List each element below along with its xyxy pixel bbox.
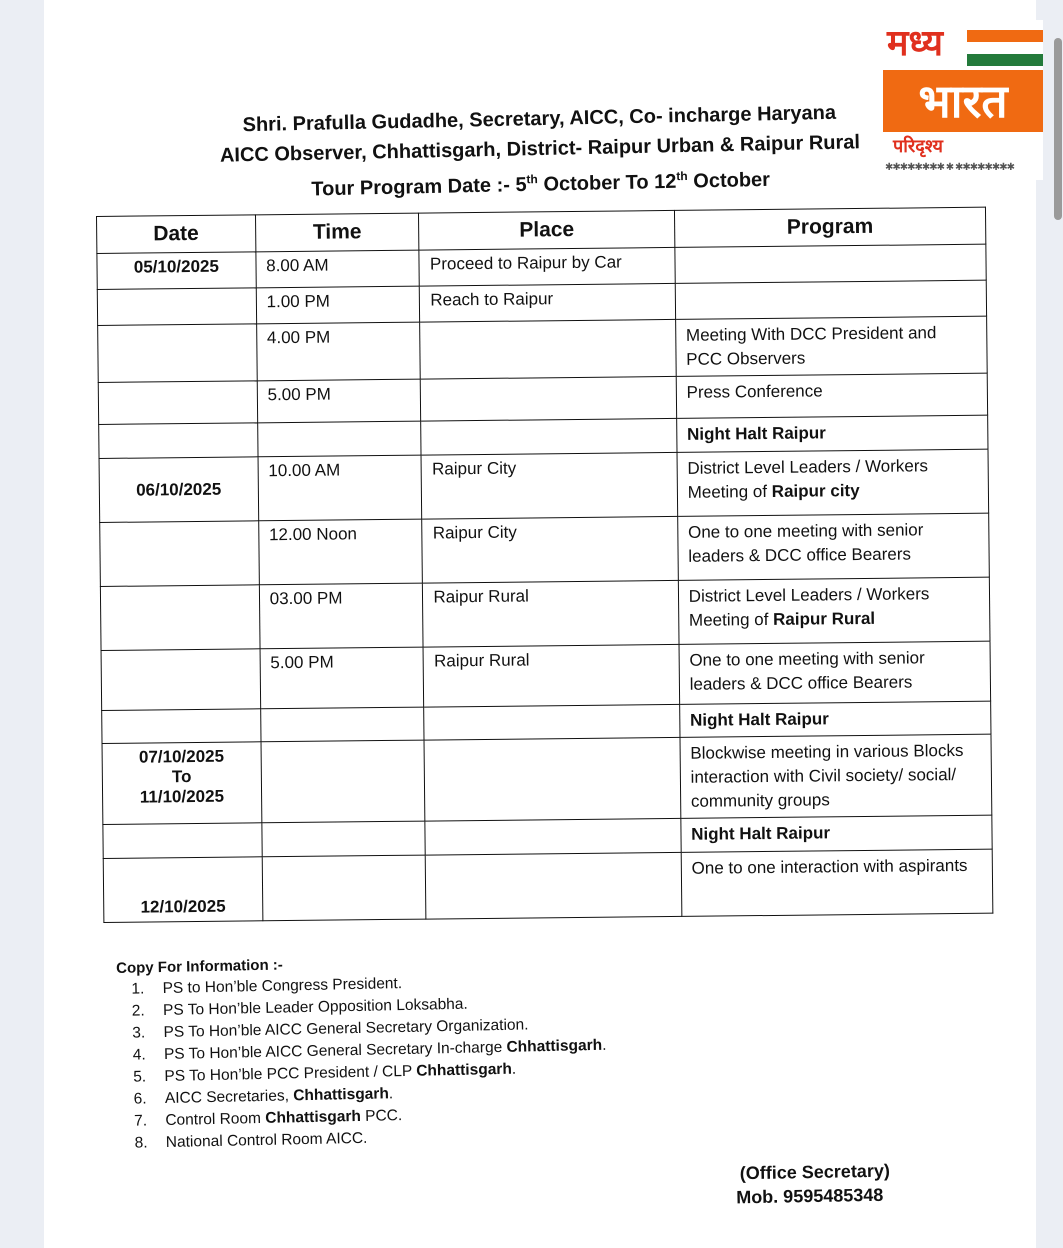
tour-date-suffix: October [687,168,771,193]
copy-item-bold: Chhattisgarh [416,1060,513,1080]
table-row [101,641,991,710]
place-value: Raipur Rural [434,650,530,671]
program-text [685,249,975,252]
program-text [686,285,976,288]
cell-time [261,740,426,823]
copy-item-end: . [388,1085,394,1103]
date-value: 06/10/2025 [136,479,222,500]
program-text [691,854,982,881]
cell-time [256,322,420,381]
cell-date [97,288,256,326]
copy-list [116,969,608,1155]
cell-date [102,742,262,825]
cell-place [424,737,680,821]
cell-program [675,316,987,376]
place-value: Reach to Raipur [430,289,554,310]
copy-for-information [116,950,608,1155]
table-row [100,513,990,586]
cell-program [675,244,987,283]
cell-time [262,821,426,857]
cell-place [421,376,677,421]
place-value: Raipur City [432,522,517,543]
program-text [687,420,978,447]
program-value-bold: Raipur Rural [772,608,876,629]
title-line-1: Shri. Prafulla Gudadhe, Secretary, AICC, Co- incharge Haryana [242,101,837,137]
copy-heading: Copy For Information :- [116,956,283,977]
logo-figures-decoration: ✱✱✱✱✱✱✱✱ ✱ ✱✱✱✱✱✱✱✱ [885,162,1014,173]
program-value: Meeting With DCC President and PCC Observers [685,323,937,369]
cell-place [420,283,676,322]
program-value: District Level Leaders / Workers Meeting of [687,456,929,502]
cell-time [258,455,422,521]
program-value-bold: Night Halt Raipur [689,709,829,730]
title-line-2: AICC Observer, Chhattisgarh, District- Raipur Urban & Raipur Rural [219,131,861,167]
time-value: 12.00 Noon [268,524,358,545]
document-title [139,96,941,208]
cell-date [100,585,259,651]
logo-flag-saffron-stripe [967,30,1043,42]
cell-program [678,577,990,644]
date-value: 05/10/2025 [133,256,220,277]
cell-time [259,583,423,649]
cell-program [677,513,989,580]
cell-program [681,849,993,916]
cell-place [426,852,682,919]
place-value: Raipur Rural [433,586,529,607]
cell-date [103,823,262,859]
cell-date [103,857,262,923]
copy-item-text: AICC Secretaries, [164,1087,294,1108]
date-range-to: To [171,767,192,787]
cell-place [419,247,675,286]
cell-place [421,418,677,455]
signature-title: (Office Secretary) [739,1160,891,1184]
logo-flag-green-stripe [967,54,1043,66]
program-text [686,378,977,405]
program-value-bold: Raipur city [771,481,860,501]
copy-item-text: National Control Room AICC. [165,1129,368,1151]
time-value: 8.00 AM [266,255,329,276]
scrollbar-thumb[interactable] [1054,38,1062,220]
header-place: Place [419,210,675,250]
cell-place [423,644,679,707]
cell-date [100,521,259,587]
copy-item-bold: Chhattisgarh [293,1085,389,1105]
tour-date-prefix: Tour Program Date :- 5 [311,173,527,201]
cell-date [99,457,258,523]
cell-program [679,641,991,704]
cell-date [98,381,257,425]
time-value: 03.00 PM [269,588,343,609]
copy-item-text: Control Room [165,1109,266,1129]
cell-time [260,707,424,742]
header-program: Program [674,207,986,247]
cell-program [681,815,993,852]
time-value: 5.00 PM [270,652,334,673]
cell-program [676,415,988,452]
cell-time [257,379,421,423]
ordinal-suffix: th [676,168,688,184]
copy-item-end: . [511,1060,517,1078]
tour-date-mid: October To 12 [537,170,677,196]
cell-program [676,373,988,418]
cell-program [679,701,991,737]
cell-program [675,280,987,319]
cell-date [97,252,256,290]
program-text [688,518,979,569]
logo-text-madhya: मध्य [887,23,943,64]
program-value: District Level Leaders / Workers Meeting of [688,584,930,630]
place-value: Proceed to Raipur by Car [429,252,622,274]
program-value-bold: Night Halt Raipur [691,823,831,844]
date-value: 07/10/2025 [138,746,225,767]
cell-time [256,250,420,288]
program-value: Blockwise meeting in various Blocks interaction with Civil society/ social/ community groups [690,740,964,811]
program-value-bold: Night Halt Raipur [686,423,826,444]
program-text [689,582,980,633]
table-row [100,577,990,650]
signature-mobile: Mob. 9595485348 [736,1184,884,1208]
cell-time [262,855,426,921]
cell-date [98,324,257,383]
copy-item-end: PCC. [360,1107,403,1125]
cell-date [102,709,261,744]
cell-place [423,580,679,647]
cell-date [101,649,260,711]
ordinal-suffix: th [526,172,538,187]
signature-block [736,1159,891,1210]
program-text [690,739,981,814]
cell-date [99,423,258,459]
program-value: One to one meeting with senior leaders & DCC office Bearers [687,520,924,566]
copy-item-text: PS to Hon’ble Congress President. [162,975,403,998]
cell-place [425,818,681,855]
header-date: Date [97,215,256,254]
cell-time [258,519,422,585]
cell-place [424,704,680,740]
place-value: Raipur City [431,458,517,479]
copy-item-text: PS To Hon’ble AICC General Secretary Organization. [163,1016,529,1042]
program-text [686,321,977,372]
table-row [98,316,988,382]
date-value: 12/10/2025 [140,896,226,917]
copy-item-bold: Chhattisgarh [506,1036,603,1056]
program-value: One to one interaction with aspirants [691,855,968,878]
table-row [103,849,993,922]
tour-schedule-table [96,207,993,923]
table-row [102,734,992,824]
copy-item-text: PS To Hon’ble AICC General Secretary In-charge [163,1038,507,1064]
program-text [687,454,978,505]
copy-item-text: PS To Hon’ble PCC President / CLP [164,1062,417,1086]
table-row [99,449,989,522]
logo-text-paridrishya: परिदृश्य [893,136,943,157]
time-value: 10.00 AM [268,460,341,481]
time-value: 5.00 PM [267,384,331,405]
cell-place [420,319,676,379]
header-time: Time [255,213,419,252]
date-range-end: 11/10/2025 [139,786,225,807]
program-text [691,820,982,847]
logo-text-bharat: भारत [883,70,1043,132]
cell-place [422,516,678,583]
cell-program [677,449,989,516]
cell-program [680,734,992,818]
time-value: 4.00 PM [266,327,331,348]
program-value: One to one meeting with senior leaders & DCC office Bearers [689,648,925,694]
copy-item-text: PS To Hon’ble Leader Opposition Loksabha. [162,995,468,1020]
program-text [689,646,980,697]
program-text [690,706,981,733]
copy-item-end: . [601,1036,607,1054]
program-value: Press Conference [686,381,823,402]
copy-item-bold: Chhattisgarh [265,1107,362,1127]
cell-time [257,421,421,457]
cell-time [256,286,420,324]
cell-place [421,452,677,519]
cell-time [260,647,424,709]
time-value: 1.00 PM [266,291,330,312]
